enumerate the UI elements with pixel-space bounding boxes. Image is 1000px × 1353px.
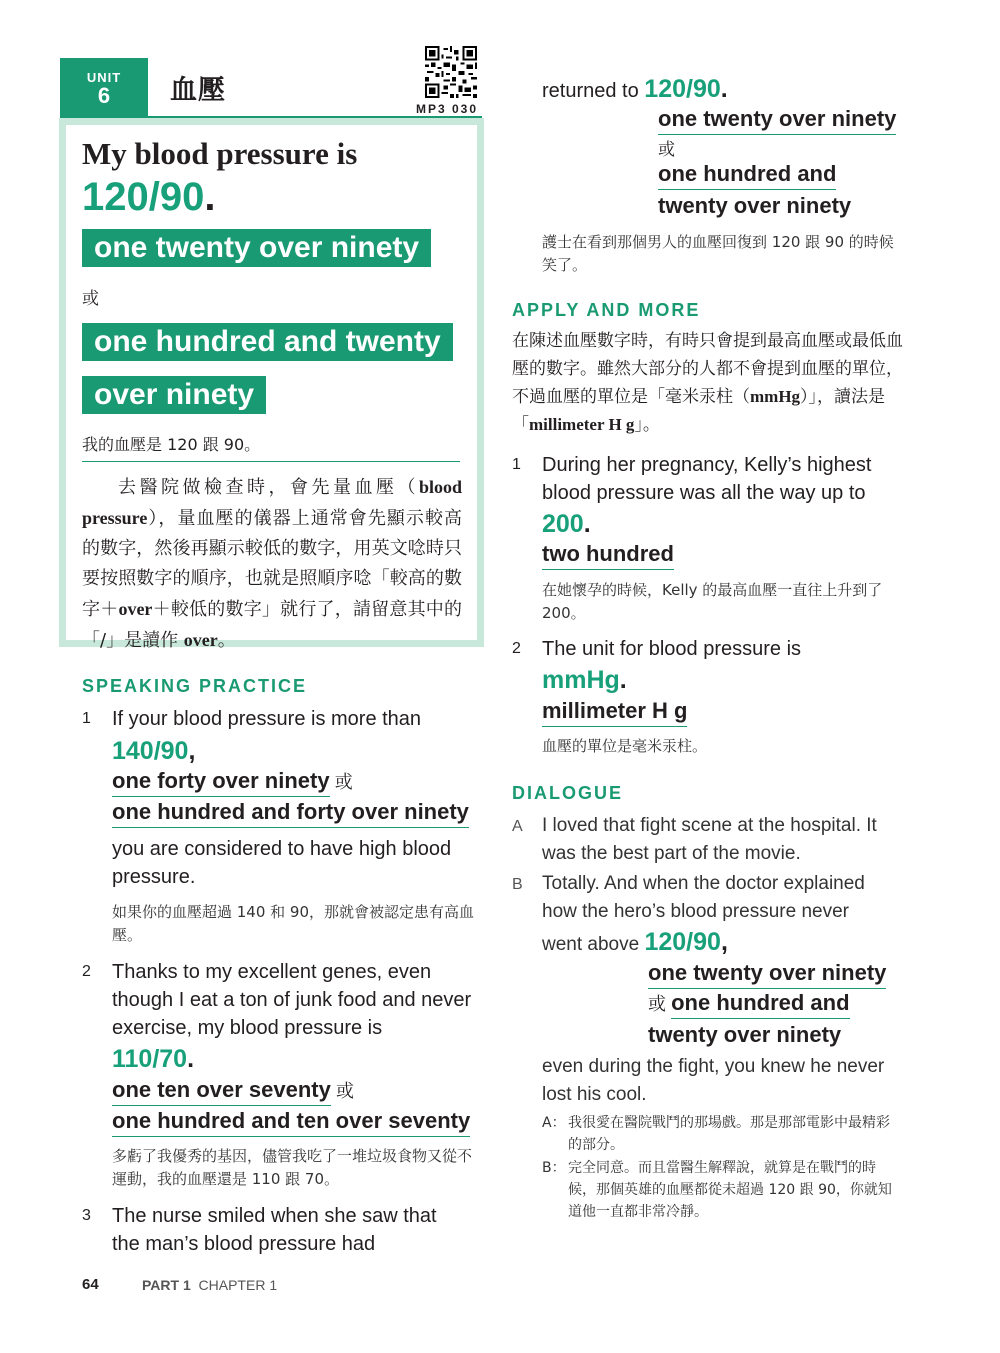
ratio-value: 140/90, (112, 737, 196, 765)
reading-text: one ten over seventy (112, 1075, 331, 1106)
main-ratio: 120/90. (82, 175, 216, 219)
reading-text: one hundred and ten over seventy (112, 1106, 470, 1137)
reading-line (542, 696, 687, 727)
reading-text: one twenty over ninety (648, 958, 886, 989)
item-number: 1 (512, 456, 521, 473)
reading-line (112, 797, 469, 828)
translation: 血壓的單位是毫米汞柱。 (542, 737, 708, 755)
main-translation: 我的血壓是 120 跟 90。 (82, 435, 261, 454)
headline: My blood pressure is (82, 136, 358, 171)
apply-paragraph: 在陳述血壓數字時，有時只會提到最高血壓或最低血壓的數字。雖然大部分的人都不會提到血壓的單位，不過血壓的單位是「毫米汞柱（mmHg）」，讀法是「millimeter H g」。 (512, 331, 903, 435)
speaker-b-line: Totally. And when the doctor explained how the hero’s blood pressure never (542, 873, 865, 922)
reading-text: two hundred (542, 539, 674, 570)
reading-line: one ten over seventy 或 (112, 1075, 354, 1106)
item-number: 3 (82, 1207, 91, 1224)
speaker-b-line-cont: went above 120/90, (542, 928, 728, 956)
zh-speaker-b-label: B： (542, 1160, 566, 1176)
unit-badge (60, 58, 148, 118)
unit-number: 6 (97, 83, 111, 108)
footer-section: PART 1 CHAPTER 1 (142, 1277, 278, 1293)
page-number: 64 (82, 1276, 99, 1293)
sentence-text: If your blood pressure is more than (112, 708, 422, 730)
translation: 護士在看到那個男人的血壓回復到 120 跟 90 的時候笑了。 (542, 233, 894, 274)
audio-track-label: MP3 030 (416, 102, 479, 116)
reading-text: millimeter H g (542, 696, 687, 727)
item-number: 2 (82, 963, 91, 980)
reading-text: one hundred and (658, 159, 836, 190)
speaker-a-line: I loved that fight scene at the hospital. It was the best part of the movie. (542, 815, 877, 864)
sentence-text: The unit for blood pressure is (542, 638, 802, 660)
zh-speaker-a-line: 我很愛在醫院戰鬥的那場戲。那是那部電影中最精彩的部分。 (568, 1115, 890, 1153)
reading-line (648, 958, 886, 989)
speaking-practice-heading: SPEAKING PRACTICE (82, 676, 308, 696)
value-text: mmHg. (542, 666, 627, 694)
main-reading-2-line-2: over ninety (82, 376, 266, 414)
reading-text: twenty over ninety (648, 1022, 842, 1047)
apply-and-more-heading: APPLY AND MORE (512, 300, 701, 320)
reading-line: one forty over ninety 或 (112, 766, 353, 797)
main-reading-2-line-1: one hundred and twenty (82, 323, 453, 361)
main-note: 去醫院做檢查時，會先量血壓（blood pressure），量血壓的儀器上通常會先顯示較高的數字，然後再顯示較低的數字，用英文唸時只要按照數字的順序，也就是照順序唸「較高的數字＋over＋較低的數字」就行了，請留意其中的「/」是讀作 over。 (82, 477, 463, 651)
reading-text: one hundred and forty over ninety (112, 797, 469, 828)
dialogue-heading: DIALOGUE (512, 783, 624, 803)
reading-line (658, 159, 836, 190)
reading-text: one hundred and (671, 988, 849, 1019)
zh-speaker-b-line: 完全同意。而且當醫生解釋說，就算是在戰鬥的時候，那個英雄的血壓都從未超過 120 跟 90，你就知道他一直都非常冷靜。 (568, 1160, 892, 1220)
value-text: 200. (542, 510, 591, 538)
or-label: 或 (82, 289, 99, 309)
sentence-text: you are considered to have high blood pressure. (112, 838, 452, 888)
translation: 如果你的血壓超過 140 和 90，那就會被認定患有高血壓。 (112, 903, 475, 944)
speaker-a-label: A (512, 818, 523, 835)
reading-line: 或 one hundred and (648, 988, 850, 1019)
sentence-text: During her pregnancy, Kelly’s highest blood pressure was all the way up to (542, 454, 872, 504)
box-divider (82, 461, 460, 462)
reading-line (542, 539, 674, 570)
reading-text: one twenty over ninety (658, 104, 896, 135)
qr-code-icon[interactable] (425, 46, 477, 98)
unit-label: UNIT (86, 70, 122, 85)
unit-title: 血壓 (170, 75, 226, 106)
reading-line (648, 1020, 841, 1050)
reading-text: twenty over ninety (658, 193, 852, 218)
ratio-value: 110/70. (112, 1045, 195, 1073)
speaker-b-line-end: even during the fight, you knew he never lost his cool. (542, 1056, 885, 1105)
reading-line (112, 1106, 470, 1137)
main-reading-1: one twenty over ninety (82, 229, 431, 267)
sentence-continuation: returned to 120/90. (542, 75, 728, 103)
speaker-b-label: B (512, 876, 523, 893)
reading-line (658, 104, 896, 135)
or-label: 或 (658, 140, 675, 160)
sentence-text: Thanks to my excellent genes, even though I eat a ton of junk food and never exercise, my blood pressure is (112, 961, 472, 1039)
reading-line (658, 191, 851, 221)
zh-speaker-a-label: A： (542, 1115, 566, 1131)
reading-text: one forty over ninety (112, 766, 330, 797)
item-number: 2 (512, 640, 521, 657)
item-number: 1 (82, 710, 91, 727)
translation: 在她懷孕的時候，Kelly 的最高血壓一直往上升到了 200。 (542, 581, 883, 622)
translation: 多虧了我優秀的基因，儘管我吃了一堆垃圾食物又從不運動，我的血壓還是 110 跟 70。 (112, 1147, 473, 1188)
sentence-text: The nurse smiled when she saw that the man’s blood pressure had (112, 1205, 437, 1255)
